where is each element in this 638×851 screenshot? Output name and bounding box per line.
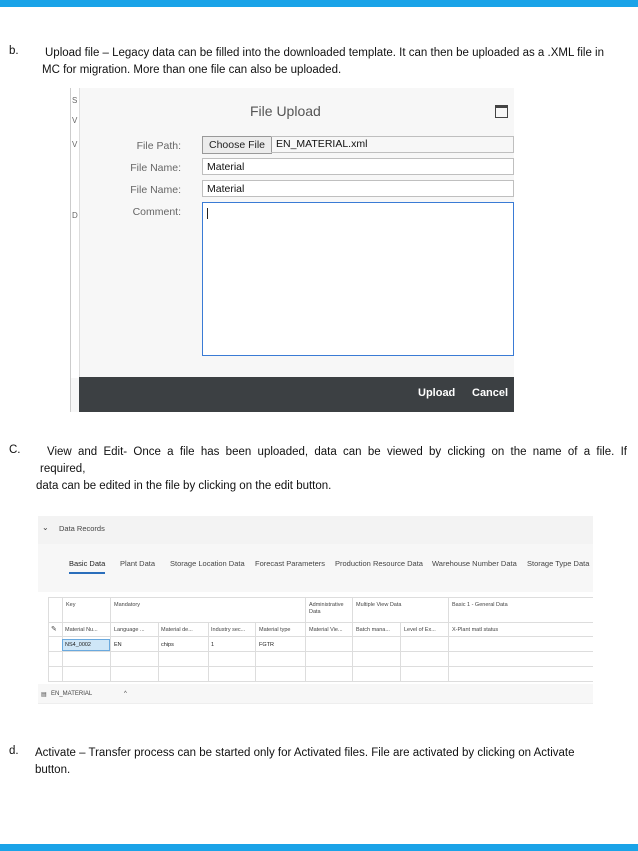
data-records-header[interactable]: [38, 516, 593, 544]
tab-storage-location-data[interactable]: Storage Location Data: [170, 559, 245, 568]
section-d-marker: d.: [9, 745, 19, 757]
table-cell-key[interactable]: NS4_0002: [65, 642, 91, 648]
tab-production-resource-data[interactable]: Production Resource Data: [335, 559, 423, 568]
tab-storage-type-data[interactable]: Storage Type Data: [527, 559, 590, 568]
table-cell[interactable]: 1: [211, 642, 215, 648]
grid-line: [48, 597, 593, 598]
grid-line: [48, 651, 593, 652]
section-b-marker: b.: [9, 45, 19, 57]
group-header-mandatory: Mandatory: [114, 602, 140, 608]
comment-textarea[interactable]: [202, 202, 514, 356]
grid-line: [158, 622, 159, 682]
grid-line: [48, 666, 593, 667]
table-cell[interactable]: EN: [114, 642, 122, 648]
group-header-admin: Administrative: [309, 602, 344, 608]
file-icon: ▤: [41, 692, 47, 698]
table-cell[interactable]: FGTR: [259, 642, 274, 648]
top-accent-bar: [0, 0, 638, 7]
chevron-down-icon[interactable]: ⌄: [42, 523, 49, 532]
edit-icon[interactable]: ✎: [51, 626, 57, 633]
file-name-field-2[interactable]: Material: [202, 180, 514, 197]
section-b-line1: Upload file – Legacy data can be filled into the downloaded template. It can then be uploaded as a .XML file in: [45, 47, 604, 59]
grid-line: [48, 681, 593, 682]
strip-letter: V: [72, 116, 78, 125]
section-c-marker: C.: [9, 444, 21, 456]
strip-letter: S: [72, 96, 78, 105]
section-c-line1: View and Edit- Once a file has been uploaded, data can be viewed by clicking on the name of a file. If: [47, 446, 627, 458]
group-header-multiple-view: Multiple View Data: [356, 602, 402, 608]
grid-line: [255, 622, 256, 682]
col-header[interactable]: X-Plant matl status: [452, 627, 499, 633]
maximize-icon[interactable]: [495, 105, 508, 118]
section-b-line2: MC for migration. More than one file can also be uploaded.: [42, 64, 342, 76]
grid-line: [48, 636, 593, 637]
file-path-field[interactable]: [271, 136, 514, 153]
col-header[interactable]: Language ...: [114, 627, 145, 633]
group-header-admin-2: Data: [309, 609, 321, 615]
col-header[interactable]: Material Nu...: [65, 627, 98, 633]
col-header[interactable]: Batch mana...: [356, 627, 390, 633]
grid-line: [110, 597, 111, 682]
file-name-label-2: File Name:: [130, 184, 181, 196]
tab-plant-data[interactable]: Plant Data: [120, 559, 156, 568]
file-bar: [38, 684, 593, 703]
grid-line: [48, 622, 593, 623]
grid-line: [48, 597, 49, 682]
data-records-panel: [38, 516, 593, 704]
tab-bar: [38, 544, 593, 593]
chevron-up-icon[interactable]: ^: [124, 691, 127, 697]
section-d-line1: Activate – Transfer process can be started only for Activated files. File are activated by clicking on Activate: [35, 747, 575, 759]
grid-line: [352, 597, 353, 682]
group-header-basic1: Basic 1 - General Data: [452, 602, 508, 608]
upload-button[interactable]: Upload: [418, 387, 456, 399]
col-header[interactable]: Industry sec...: [211, 627, 246, 633]
strip-letter: V: [72, 140, 78, 149]
dialog-footer: [79, 377, 514, 412]
col-header[interactable]: Material Vie...: [309, 627, 343, 633]
background-strip: [71, 88, 80, 378]
section-d-line2: button.: [35, 764, 71, 776]
cancel-button[interactable]: Cancel: [472, 387, 509, 399]
dialog-title: File Upload: [250, 103, 321, 119]
table-cell[interactable]: chips: [161, 642, 174, 648]
tab-forecast-parameters[interactable]: Forecast Parameters: [255, 559, 326, 568]
file-tab-name[interactable]: EN_MATERIAL: [51, 691, 93, 697]
section-c-line3: data can be edited in the file by clicking on the edit button.: [36, 480, 332, 492]
comment-label: Comment:: [132, 206, 181, 218]
tab-basic-data[interactable]: Basic Data: [69, 559, 105, 574]
grid-line: [208, 622, 209, 682]
col-header[interactable]: Level of Ex...: [404, 627, 436, 633]
col-header[interactable]: Material type: [259, 627, 291, 633]
bottom-accent-bar: [0, 844, 638, 851]
grid-line: [305, 597, 306, 682]
data-records-title: Data Records: [59, 524, 105, 533]
file-name-label-1: File Name:: [130, 162, 181, 174]
tab-warehouse-number-data[interactable]: Warehouse Number Data: [432, 559, 517, 568]
records-table: [38, 592, 593, 682]
col-header[interactable]: Material de...: [161, 627, 193, 633]
grid-line: [448, 597, 449, 682]
section-c-line2: required,: [40, 463, 86, 475]
strip-letter: D: [72, 211, 78, 220]
selected-file-name: EN_MATERIAL.xml: [276, 138, 368, 150]
grid-line: [400, 622, 401, 682]
file-upload-dialog: [70, 88, 514, 412]
text-caret: [207, 208, 208, 219]
file-name-field-1[interactable]: Material: [202, 158, 514, 175]
group-header-key: Key: [66, 602, 76, 608]
file-path-label: File Path:: [136, 140, 181, 152]
choose-file-button[interactable]: Choose File: [202, 136, 272, 154]
